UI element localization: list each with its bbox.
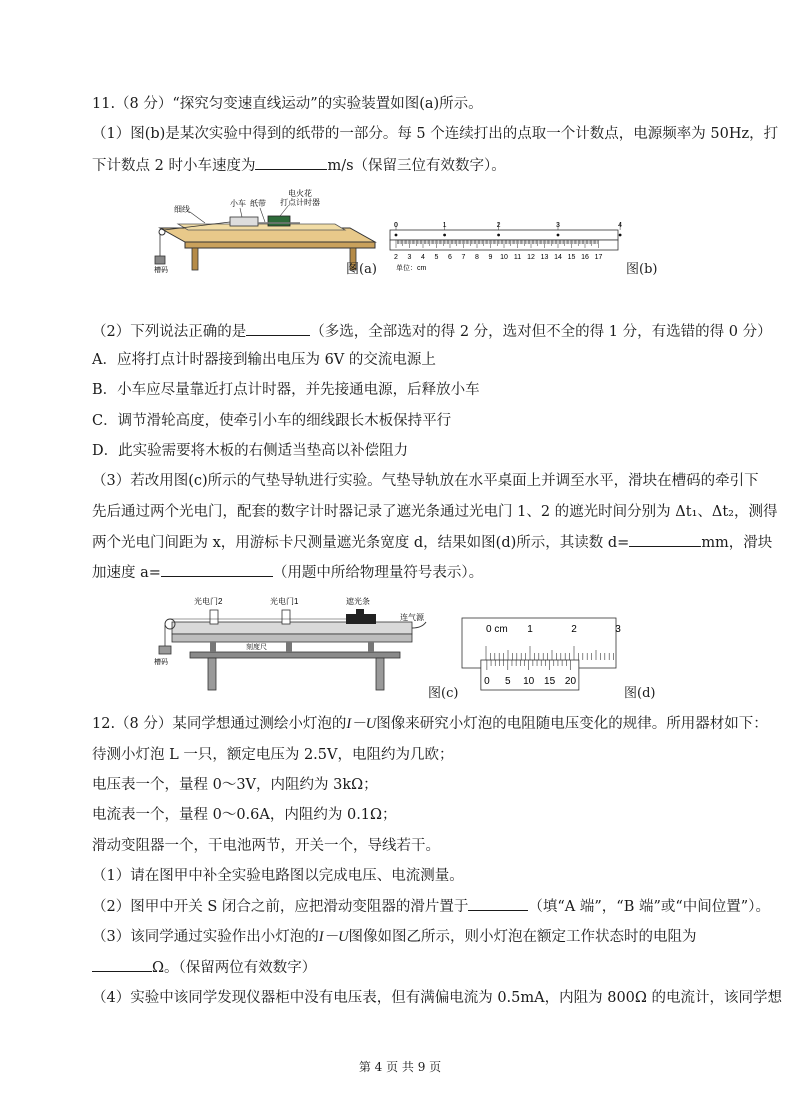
option-b: B．小车应尽量靠近打点计时器，并先接通电源，后释放小车 — [92, 382, 480, 398]
q12-item1: 待测小灯泡 L 一只，额定电压为 2.5V，电阻约为几欧； — [92, 747, 454, 763]
count-point-label: 0 — [394, 222, 398, 229]
count-point — [395, 234, 398, 237]
paper-tape — [390, 230, 618, 240]
ruler-cm-label: 4 — [421, 254, 425, 261]
figure-c — [150, 592, 440, 698]
option-d: D．此实验需要将木板的右侧适当垫高以补偿阻力 — [92, 443, 409, 459]
count-point — [557, 234, 560, 237]
count-point-label: 4 — [618, 222, 623, 229]
figure-d — [460, 614, 620, 694]
ruler-cm-label: 11 — [513, 254, 522, 261]
label-strip: 遮光条 — [346, 597, 370, 606]
answer-blank-slider[interactable] — [468, 896, 528, 911]
figure-b-caption: 图(b) — [626, 262, 658, 277]
vernier-label: 5 — [504, 676, 511, 687]
count-point — [443, 234, 446, 237]
label-weight-c: 槽码 — [154, 659, 168, 666]
q12-part1: （1）请在图甲中补全实验电路图以完成电压、电流测量。 — [92, 868, 464, 884]
answer-blank-options[interactable] — [246, 321, 310, 336]
q12-part2: （2）图甲中开关 S 闭合之前，应把滑动变阻器的滑片置于 （填“A 端”，“B 端”或“中间位置”）。 — [92, 896, 770, 917]
ruler-cm-label: 9 — [488, 254, 493, 261]
q11-part3-line4: 加速度 a= （用题中所给物理量符号表示）。 — [92, 562, 483, 583]
label-weight-a: 槽码 — [154, 267, 168, 274]
figure-d-caption: 图(d) — [624, 686, 656, 701]
option-c: C．调节滑轮高度，使牵引小车的细线跟长木板保持平行 — [92, 413, 452, 429]
answer-blank-d[interactable] — [629, 532, 701, 547]
ruler-unit-label: 单位：cm — [396, 265, 427, 272]
label-timer2: 打点计时器 — [280, 198, 320, 207]
label-timer1: 电火花 — [288, 189, 312, 198]
vernier-label: 20 — [564, 676, 577, 687]
ruler-cm-label: 16 — [581, 254, 589, 261]
main-scale-label: 3 — [615, 624, 621, 635]
option-a: A．应将打点计时器接到输出电压为 6V 的交流电源上 — [92, 352, 436, 368]
q11-part3-line3: 两个光电门间距为 x，用游标卡尺测量遮光条宽度 d，结果如图(d)所示，其读数 d= mm，滑块 — [92, 532, 772, 553]
label-gate1: 光电门1 — [270, 597, 299, 606]
q11-part1-line2: 下计数点 2 时小车速度为 m/s（保留三位有效数字）。 — [92, 155, 506, 176]
ruler-cm-label: 5 — [434, 254, 439, 261]
page-footer: 第 4 页 共 9 页 — [358, 1060, 442, 1074]
ruler-cm-label: 12 — [527, 254, 535, 261]
label-string: 细线 — [174, 205, 190, 214]
label-gate2: 光电门2 — [194, 597, 223, 606]
ruler-cm-label: 13 — [540, 254, 549, 261]
vernier-label: 10 — [523, 676, 535, 687]
figure-b — [388, 218, 623, 274]
q12-header: 12.（8 分）某同学想通过测绘小灯泡的I－U图像来研究小灯泡的电阻随电压变化的规律。所用器材如下： — [92, 716, 768, 732]
answer-blank-velocity[interactable] — [255, 155, 327, 170]
ruler-cm-label: 14 — [554, 254, 562, 261]
figure-a-caption: 图(a) — [346, 262, 377, 277]
ruler-cm-label: 10 — [500, 254, 508, 261]
count-point-label: 1 — [442, 222, 447, 229]
label-scale: 刻度尺 — [246, 644, 267, 651]
main-scale-label: 0 cm — [486, 624, 508, 635]
q12-item2: 电压表一个，量程 0～3V，内阻约为 3kΩ； — [92, 777, 378, 793]
q11-part1-line1: （1）图(b)是某次实验中得到的纸带的一部分。每 5 个连续打出的点取一个计数点，电源频率为 50Hz，打 — [92, 126, 779, 142]
ruler-cm-label: 6 — [448, 254, 452, 261]
vernier-label: 0 — [484, 676, 490, 687]
answer-blank-a[interactable] — [161, 562, 273, 577]
ruler-cm-label: 17 — [594, 254, 603, 261]
count-point-label: 3 — [556, 222, 560, 229]
figure-c-caption: 图(c) — [428, 686, 459, 701]
count-point — [497, 234, 500, 237]
ruler-cm-label: 7 — [461, 254, 466, 261]
main-scale-label: 1 — [527, 624, 533, 635]
label-cart: 小车 — [230, 199, 246, 208]
q12-item4: 滑动变阻器一个，干电池两节，开关一个，导线若干。 — [92, 838, 440, 854]
q12-part3: （3）该同学通过实验作出小灯泡的I－U图像如图乙所示，则小灯泡在额定工作状态时的电阻为 — [92, 929, 697, 945]
ruler-cm-label: 3 — [407, 254, 412, 261]
label-air-source: 连气源 — [400, 613, 424, 622]
ruler-cm-label: 2 — [394, 254, 398, 261]
main-scale-label: 2 — [571, 624, 577, 635]
ruler-cm-label: 15 — [567, 254, 576, 261]
q11-header: 11.（8 分）“探究匀变速直线运动”的实验装置如图(a)所示。 — [92, 96, 483, 112]
q12-part3-cont: Ω。（保留两位有效数字） — [92, 957, 316, 978]
q11-part2: （2）下列说法正确的是 （多选，全部选对的得 2 分，选对但不全的得 1 分，有选错的得 0 分） — [92, 321, 772, 342]
q11-part3-line2: 先后通过两个光电门，配套的数字计时器记录了遮光条通过光电门 1、2 的遮光时间分别为 Δt₁、Δt₂，测得 — [92, 504, 778, 520]
count-point-label: 2 — [496, 222, 501, 229]
q11-part3-line1: （3）若改用图(c)所示的气垫导轨进行实验。气垫导轨放在水平桌面上并调至水平，滑块在槽码的牵引下 — [92, 473, 759, 489]
answer-blank-resistance[interactable] — [92, 957, 152, 972]
vernier-label: 15 — [544, 676, 556, 687]
label-tape: 纸带 — [250, 199, 266, 208]
ruler-cm-label: 8 — [475, 254, 479, 261]
q12-part4: （4）实验中该同学发现仪器柜中没有电压表，但有满偏电流为 0.5mA，内阻为 800Ω 的电流计，该同学想 — [92, 990, 783, 1006]
count-point — [619, 234, 622, 237]
q12-item3: 电流表一个，量程 0～0.6A，内阻约为 0.1Ω； — [92, 807, 397, 823]
